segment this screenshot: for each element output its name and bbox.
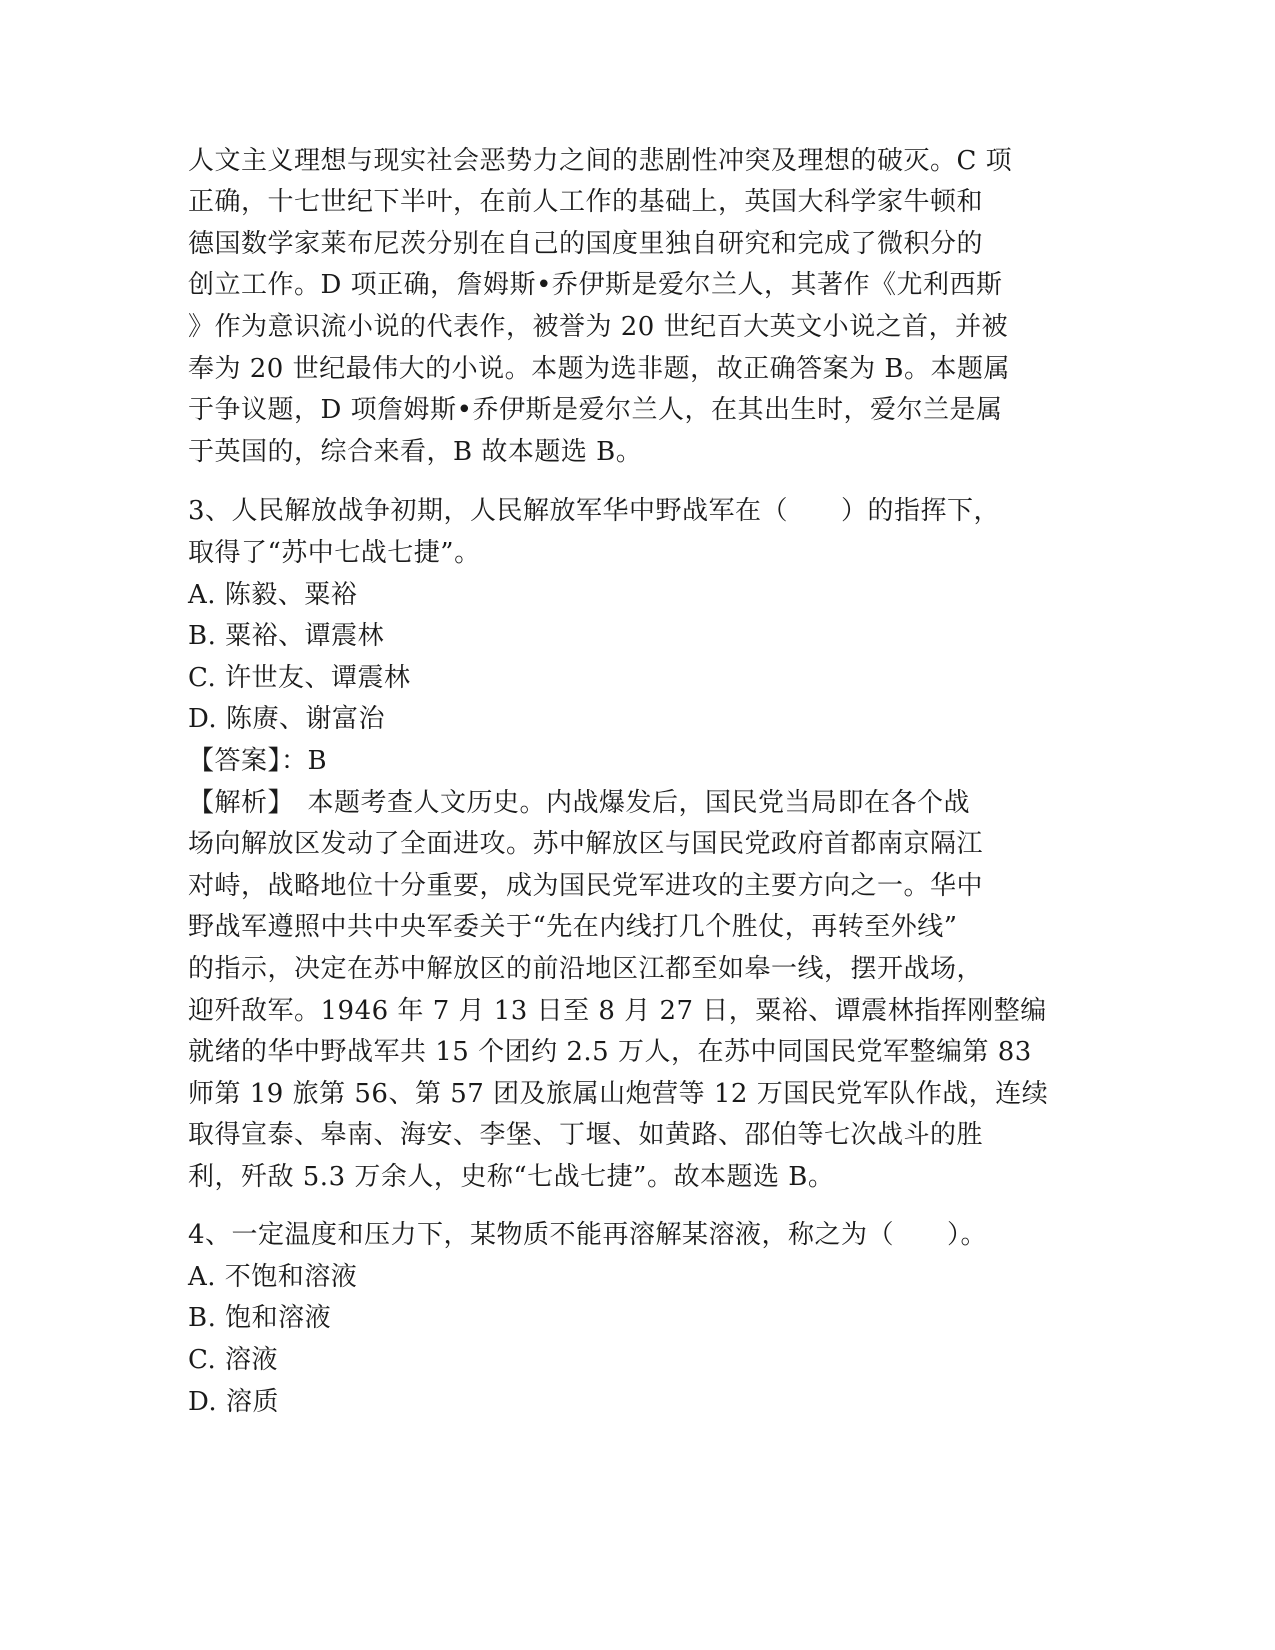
option-d: D. 陈赓、谢富治 xyxy=(188,704,385,734)
analysis-line: 师第 19 旅第 56、第 57 团及旅属山炮营等 12 万国民党军队作战，连续 xyxy=(188,1079,1049,1109)
option-c: C. 许世友、谭震林 xyxy=(188,663,411,693)
explanation-line: 于争议题，D 项詹姆斯•乔伊斯是爱尔兰人，在其出生时，爱尔兰是属 xyxy=(188,395,1003,425)
analysis-line: 取得宣泰、皋南、海安、李堡、丁堰、如黄路、邵伯等七次战斗的胜 xyxy=(188,1120,984,1150)
analysis-line: 对峙，战略地位十分重要，成为国民党军进攻的主要方向之一。华中 xyxy=(188,871,984,901)
option-b: B. 饱和溶液 xyxy=(188,1303,332,1333)
analysis-line: 利，歼敌 5.3 万余人，史称“七战七捷”。故本题选 B。 xyxy=(188,1162,835,1192)
explanation-line: 人文主义理想与现实社会恶势力之间的悲剧性冲突及理想的破灭。C 项 xyxy=(188,146,1013,176)
explanation-line: 》作为意识流小说的代表作，被誉为 20 世纪百大英文小说之首，并被 xyxy=(188,312,1009,342)
question-3-stem: 3、人民解放战争初期，人民解放军华中野战军在（ ）的指挥下， xyxy=(188,496,1001,526)
question-3-stem: 取得了“苏中七战七捷”。 xyxy=(188,538,481,568)
option-a: A. 陈毅、粟裕 xyxy=(188,580,358,610)
option-c: C. 溶液 xyxy=(188,1345,278,1375)
option-b: B. 粟裕、谭震林 xyxy=(188,621,385,651)
option-d: D. 溶质 xyxy=(188,1387,279,1417)
option-a: A. 不饱和溶液 xyxy=(188,1262,358,1292)
explanation-line: 德国数学家莱布尼茨分别在自己的国度里独自研究和完成了微积分的 xyxy=(188,229,984,259)
analysis-line: 野战军遵照中共中央军委关于“先在内线打几个胜仗，再转至外线” xyxy=(188,912,958,942)
analysis-line: 就绪的华中野战军共 15 个团约 2.5 万人，在苏中同国民党军整编第 83 xyxy=(188,1037,1032,1067)
analysis-line: 的指示，决定在苏中解放区的前沿地区江都至如皋一线，摆开战场， xyxy=(188,954,984,984)
explanation-line: 创立工作。D 项正确，詹姆斯•乔伊斯是爱尔兰人，其著作《尤利西斯 xyxy=(188,270,1003,300)
analysis-line: 【解析】 本题考查人文历史。内战爆发后，国民党当局即在各个战 xyxy=(188,788,971,818)
explanation-line: 奉为 20 世纪最伟大的小说。本题为选非题，故正确答案为 B。本题属 xyxy=(188,354,1010,384)
explanation-line: 正确，十七世纪下半叶，在前人工作的基础上，英国大科学家牛顿和 xyxy=(188,187,984,217)
answer-line: 【答案】：B xyxy=(188,746,328,776)
analysis-line: 场向解放区发动了全面进攻。苏中解放区与国民党政府首都南京隔江 xyxy=(188,829,984,859)
analysis-line: 迎歼敌军。1946 年 7 月 13 日至 8 月 27 日，粟裕、谭震林指挥刚整编 xyxy=(188,996,1047,1026)
question-4-stem: 4、一定温度和压力下，某物质不能再溶解某溶液，称之为（ ）。 xyxy=(188,1220,988,1250)
explanation-line: 于英国的，综合来看，B 故本题选 B。 xyxy=(188,437,643,467)
